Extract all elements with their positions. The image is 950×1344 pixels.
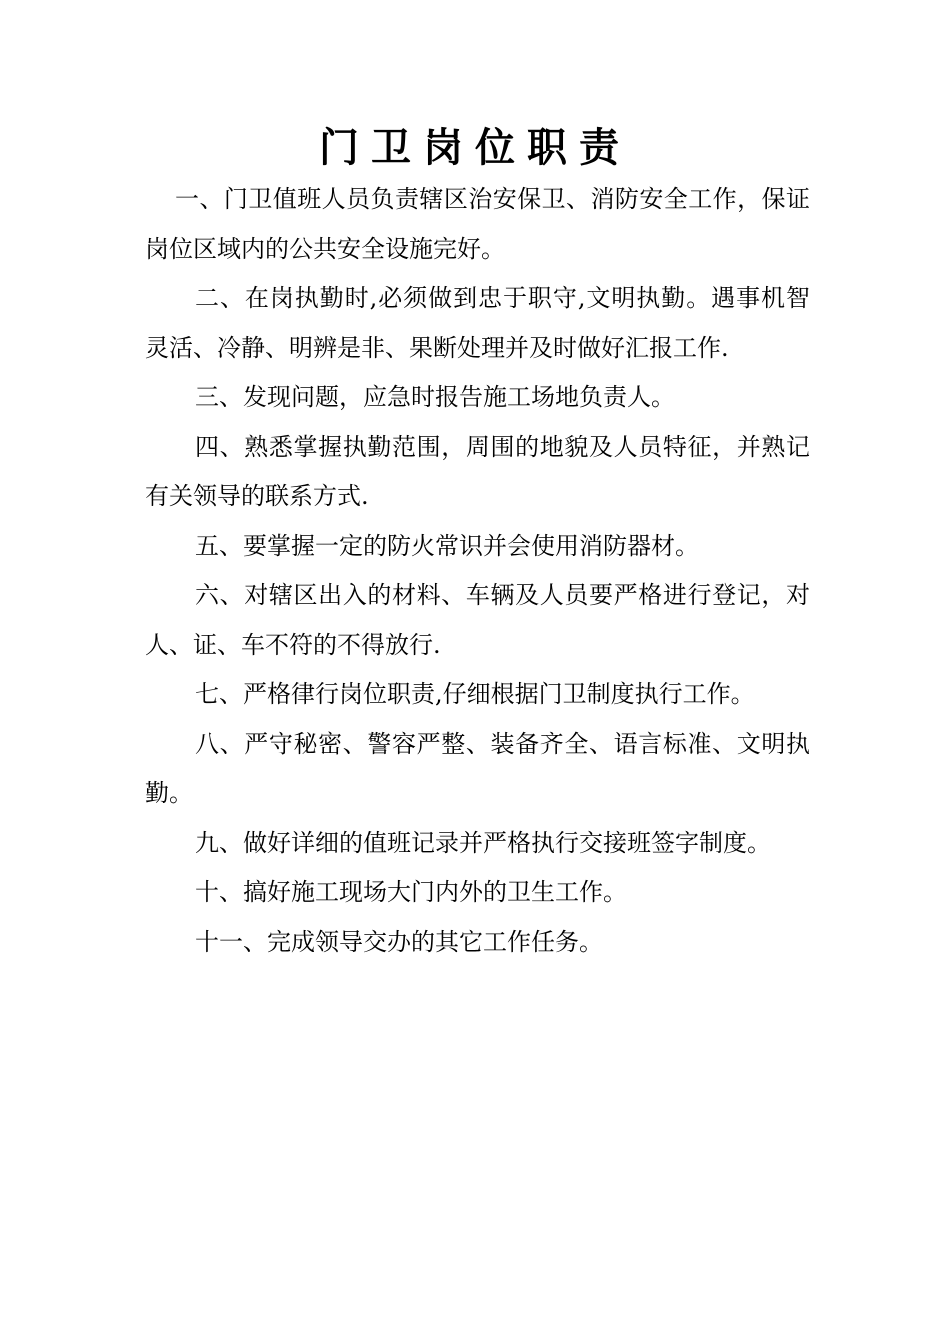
duty-item-5: 五、要掌握一定的防火常识并会使用消防器材。 [195,531,699,560]
duty-item-3: 三、发现问题，应急时报告施工场地负责人。 [195,383,675,411]
document-body [145,175,810,967]
duty-item-10: 十、搞好施工现场大门内外的卫生工作。 [195,878,627,906]
duty-item-7: 七、严格律行岗位职责,仔细根据门卫制度执行工作。 [195,680,755,708]
duty-item-8: 八、严守秘密、警容严整、装备齐全、语言标准、文明执勤。 [145,729,810,807]
duty-item-2: 二、在岗执勤时,必须做到忠于职守,文明执勤。遇事机智灵活、冷静、明辨是非、果断处理并及时做好汇报工作. [145,284,810,362]
duty-item-9: 九、做好详细的值班记录并严格执行交接班签字制度。 [195,828,771,857]
document-title: 门卫岗位职责 [319,125,631,171]
duty-item-6: 六、对辖区出入的材料、车辆及人员要严格进行登记，对人、证、车不符的不得放行. [145,581,810,659]
duty-item-1: 一、门卫值班人员负责辖区治安保卫、消防安全工作，保证岗位区域内的公共安全设施完好。 [145,185,810,263]
duty-item-11: 十一、完成领导交办的其它工作任务。 [195,927,603,956]
duty-item-4: 四、熟悉掌握执勤范围，周围的地貌及人员特征，并熟记有关领导的联系方式. [145,432,810,510]
